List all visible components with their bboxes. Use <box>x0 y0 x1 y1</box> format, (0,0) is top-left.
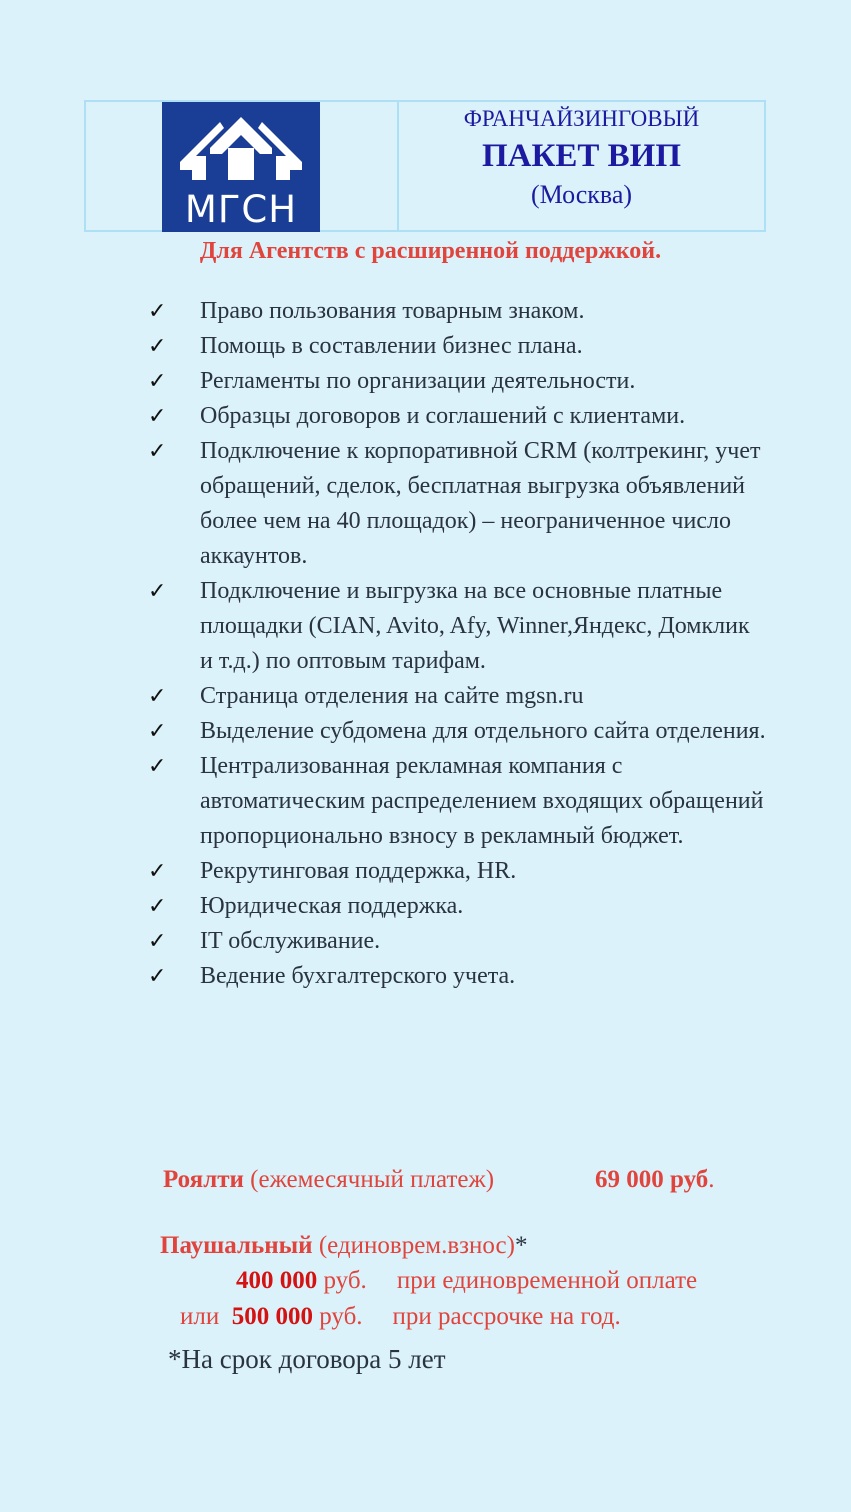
feature-text: Подключение к корпоративной CRM (колтрекинг, учет обращений, сделок, бесплатная выгрузка объявлений более чем на 40 площадок) – неограниченное число аккаунтов. <box>200 438 761 569</box>
feature-text: Подключение и выгрузка на все основные платные площадки (CIAN, Avito, Afy, Winner,Яндекс, Домклик и т.д.) по оптовым тарифам. <box>200 578 750 674</box>
feature-text: Рекрутинговая поддержка, HR. <box>200 858 517 884</box>
lump-sum-line <box>160 1228 820 1264</box>
checkmark-icon: ✓ <box>148 859 167 884</box>
feature-text: Право пользования товарным знаком. <box>200 298 585 324</box>
royalty-amount-wrap <box>595 1162 715 1198</box>
option-one-unit: руб. <box>323 1267 367 1294</box>
option-one-amount: 400 000 <box>236 1267 318 1294</box>
title-cell <box>399 102 764 230</box>
royalty-line <box>163 1162 823 1198</box>
feature-text: Выделение субдомена для отдельного сайта отделения. <box>200 718 766 744</box>
option-two-text: при рассрочке на год. <box>392 1303 621 1330</box>
lump-sum-note: (единоврем.взнос) <box>318 1232 515 1259</box>
franchise-label: ФРАНЧАЙЗИНГОВЫЙ <box>463 106 700 131</box>
feature-text: IT обслуживание. <box>200 928 381 954</box>
checkmark-icon: ✓ <box>148 754 167 779</box>
royalty-label: Роялти <box>163 1166 244 1193</box>
checkmark-icon: ✓ <box>148 369 167 394</box>
checkmark-icon: ✓ <box>148 299 167 324</box>
feature-item <box>148 679 768 714</box>
checkmark-icon: ✓ <box>148 929 167 954</box>
royalty-amount: 69 000 руб <box>595 1166 709 1193</box>
feature-item <box>148 714 768 749</box>
footnote: *На срок договора 5 лет <box>168 1344 446 1374</box>
payment-option-two <box>180 1299 621 1335</box>
lump-sum-star: * <box>514 1232 528 1259</box>
feature-text: Помощь в составлении бизнес плана. <box>200 333 583 359</box>
feature-item <box>148 329 768 364</box>
feature-text: Централизованная рекламная компания с автоматическим распределением входящих обращений пропорционально взносу в рекламный бюджет. <box>200 753 764 849</box>
feature-item <box>148 924 768 959</box>
checkmark-icon: ✓ <box>148 439 167 464</box>
feature-text: Ведение бухгалтерского учета. <box>200 963 516 989</box>
header-table <box>84 100 766 232</box>
feature-text: Образцы договоров и соглашений с клиентами. <box>200 403 686 429</box>
option-two-unit: руб. <box>319 1303 363 1330</box>
option-two-prefix: или <box>180 1303 220 1330</box>
lump-sum-label: Паушальный <box>160 1232 313 1259</box>
feature-item <box>148 364 768 399</box>
feature-list <box>148 294 768 994</box>
feature-item <box>148 854 768 889</box>
feature-item <box>148 434 768 574</box>
checkmark-icon: ✓ <box>148 894 167 919</box>
city-label: (Москва) <box>530 180 633 209</box>
royalty-note: (ежемесячный платеж) <box>250 1166 495 1193</box>
royalty-dot: . <box>708 1166 715 1193</box>
mgsn-logo <box>162 102 320 232</box>
logo-cell <box>86 102 399 230</box>
feature-text: Юридическая поддержка. <box>200 893 464 919</box>
feature-item <box>148 749 768 854</box>
feature-text: Регламенты по организации деятельности. <box>200 368 636 394</box>
feature-item <box>148 399 768 434</box>
checkmark-icon: ✓ <box>148 684 167 709</box>
checkmark-icon: ✓ <box>148 579 167 604</box>
subtitle: Для Агентств с расширенной поддержкой. <box>199 238 662 264</box>
feature-text: Страница отделения на сайте mgsn.ru <box>200 683 584 709</box>
checkmark-icon: ✓ <box>148 334 167 359</box>
feature-item <box>148 574 768 679</box>
payment-option-one <box>236 1263 697 1299</box>
option-one-text: при единовременной оплате <box>396 1267 698 1294</box>
feature-item <box>148 889 768 924</box>
package-title: ПАКЕТ ВИП <box>481 138 682 174</box>
checkmark-icon: ✓ <box>148 404 167 429</box>
feature-item <box>148 959 768 994</box>
logo-text: МГСН <box>184 188 298 231</box>
feature-item <box>148 294 768 329</box>
checkmark-icon: ✓ <box>148 964 167 989</box>
option-two-amount: 500 000 <box>231 1303 313 1330</box>
checkmark-icon: ✓ <box>148 719 167 744</box>
